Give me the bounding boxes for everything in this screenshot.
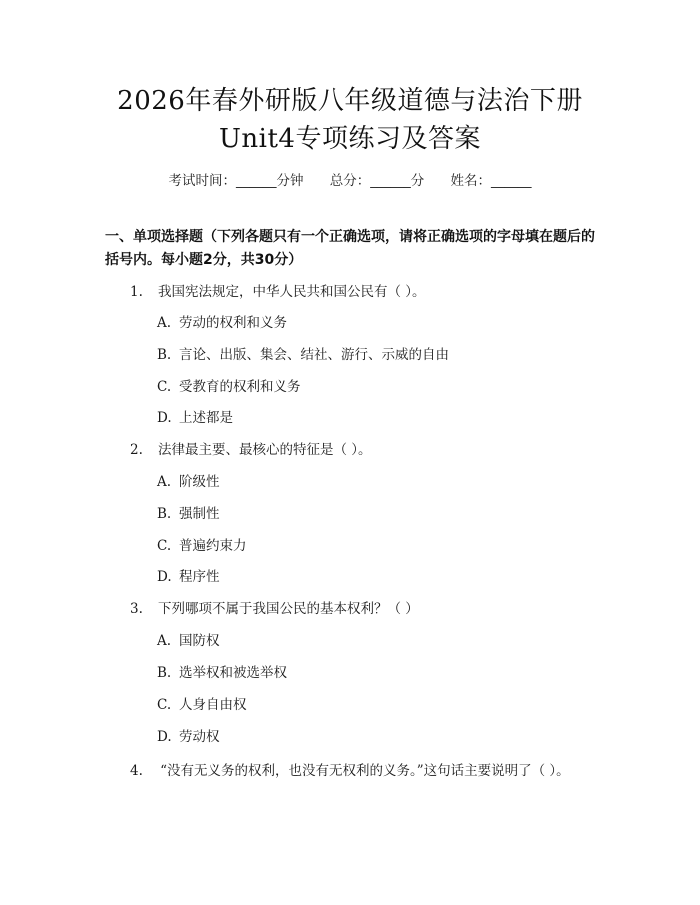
option-label: A. — [157, 315, 172, 331]
document-title-line2: Unit4专项练习及答案 — [219, 124, 481, 154]
option-item — [157, 536, 247, 556]
question-stem — [130, 440, 372, 460]
question-number: 2. — [130, 442, 143, 458]
option-item — [157, 695, 247, 715]
option-item — [157, 504, 220, 524]
option-item — [157, 313, 287, 333]
option-item — [157, 377, 301, 397]
option-text: 选举权和被选举权 — [179, 665, 287, 681]
option-text: 上述都是 — [179, 410, 233, 426]
option-item — [157, 663, 287, 683]
option-text: 程序性 — [179, 569, 220, 585]
option-label: A. — [157, 474, 172, 490]
question-number: 4. — [130, 763, 143, 779]
option-label: D. — [157, 410, 172, 426]
option-label: C. — [157, 697, 172, 713]
option-item — [157, 631, 220, 651]
document-title-line1: 2026年春外研版八年级道德与法治下册 — [117, 86, 583, 116]
option-label: B. — [157, 347, 172, 363]
question-stem — [130, 599, 419, 619]
option-text: 人身自由权 — [179, 697, 247, 713]
question-text: 我国宪法规定，中华人民共和国公民有（ ）。 — [158, 284, 426, 300]
option-label: C. — [157, 379, 172, 395]
option-text: 普遍约束力 — [179, 538, 247, 554]
option-label: A. — [157, 633, 172, 649]
option-text: 阶级性 — [179, 474, 220, 490]
option-text: 国防权 — [179, 633, 220, 649]
option-item — [157, 727, 220, 747]
question-text: 下列哪项不属于我国公民的基本权利？（ ） — [158, 601, 419, 617]
option-label: B. — [157, 506, 172, 522]
question-text: 法律最主要、最核心的特征是（ ）。 — [158, 442, 372, 458]
option-item — [157, 472, 220, 492]
option-item — [157, 567, 220, 587]
option-item — [157, 408, 233, 428]
option-label: D. — [157, 569, 172, 585]
option-text: 强制性 — [179, 506, 220, 522]
exam-info-row — [0, 169, 700, 189]
question-stem — [105, 758, 595, 784]
option-label: C. — [157, 538, 172, 554]
question-stem — [130, 282, 426, 302]
question-number: 1. — [130, 284, 143, 300]
exam-time-field: 考试时间：______分钟 — [168, 173, 304, 189]
option-item — [157, 345, 449, 365]
section-heading: 一、单项选择题（下列各题只有一个正确选项，请将正确选项的字母填在题后的括号内。每小题2分，共30分） — [105, 229, 595, 268]
question-number: 3. — [130, 601, 143, 617]
option-text: 受教育的权利和义务 — [179, 379, 301, 395]
exam-name-field: 姓名：______ — [450, 173, 532, 189]
option-label: B. — [157, 665, 172, 681]
question-text: “没有无义务的权利，也没有无权利的义务。”这句话主要说明了（ ）。 — [160, 763, 570, 779]
option-text: 劳动的权利和义务 — [179, 315, 287, 331]
option-text: 言论、出版、集会、结社、游行、示威的自由 — [179, 347, 449, 363]
option-label: D. — [157, 729, 172, 745]
exam-score-field: 总分：______分 — [329, 173, 425, 189]
option-text: 劳动权 — [179, 729, 220, 745]
